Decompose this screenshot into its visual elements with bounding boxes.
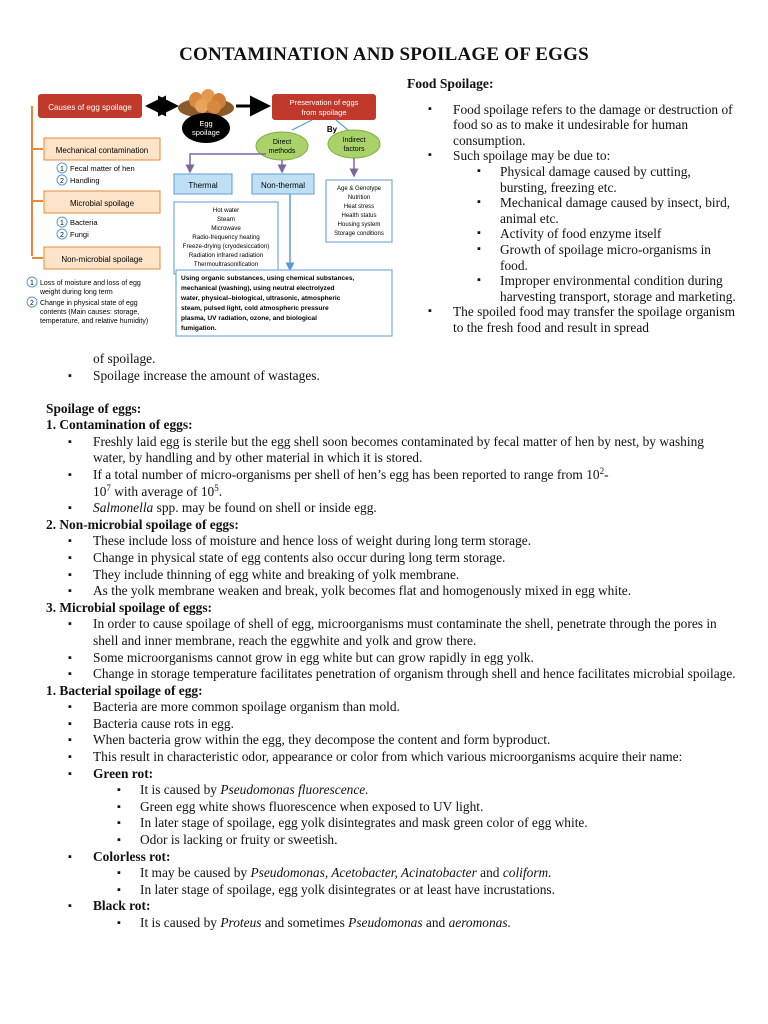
food-spoilage-section	[406, 76, 736, 336]
list-item: ▪ This result in characteristic odor, appearance or color from which various microorganisms acquire their name:	[46, 749, 736, 766]
bacterial-heading: 1. Bacterial spoilage of egg:	[46, 682, 203, 698]
list-item: ▪ Improper environmental condition during harvesting transport, storage and marketing.	[406, 273, 736, 304]
list-item: ▪ Spoilage increase the amount of wastages.	[46, 368, 736, 385]
svg-text:2: 2	[60, 232, 64, 239]
list-item: ▪ In later stage of spoilage, egg yolk disintegrates and mask green color of egg white.	[46, 815, 736, 832]
svg-text:steam, pulsed light, cold atmo: steam, pulsed light, cold atmospheric pressure	[181, 305, 329, 312]
svg-text:Fecal matter of hen: Fecal matter of hen	[70, 164, 135, 173]
list-item: ▪ Growth of spoilage micro-organisms in food.	[406, 242, 736, 273]
svg-text:from spoilage: from spoilage	[301, 108, 347, 117]
svg-text:factors: factors	[343, 146, 365, 153]
list-item: ▪ Bacteria cause rots in egg.	[46, 716, 736, 733]
svg-text:1: 1	[30, 280, 34, 287]
list-item: ▪ Freshly laid egg is sterile but the egg shell soon becomes contaminated by fecal matter of hen by nest, by washing water, by handling and by other material in which it is stored.	[46, 434, 736, 467]
list-item: ▪ Odor is lacking or fruity or sweetish.	[46, 832, 736, 849]
svg-text:2: 2	[30, 300, 34, 307]
svg-text:Radiation infrared radiation: Radiation infrared radiation	[188, 252, 264, 259]
main-text	[46, 368, 736, 932]
list-item: ▪ In later stage of spoilage, egg yolk disintegrates or at least have incrustations.	[46, 882, 736, 899]
svg-text:methods: methods	[268, 148, 296, 155]
svg-text:1: 1	[60, 220, 64, 227]
svg-text:Hot water: Hot water	[212, 207, 240, 214]
list-item: ▪ As the yolk membrane weaken and break, yolk becomes flat and homogenously mixed in egg white.	[46, 583, 736, 600]
page-title: CONTAMINATION AND SPOILAGE OF EGGS	[179, 44, 589, 65]
svg-text:Freeze-drying (cryodesiccation: Freeze-drying (cryodesiccation)	[182, 243, 270, 250]
svg-text:Thermoultrasonification: Thermoultrasonification	[193, 261, 259, 268]
svg-text:Steam: Steam	[217, 216, 235, 223]
list-item: ▪ In order to cause spoilage of shell of egg, microorganisms must contaminate the shell, penetrate through the pores in shell and inner membrane, reach the eggwhite and yolk and grow there.	[46, 616, 736, 649]
list-item: ▪ Activity of food enzyme itself	[406, 226, 736, 242]
list-item: ▪ Some microorganisms cannot grow in egg white but can grow rapidly in egg yolk.	[46, 650, 736, 667]
svg-text:Non-microbial spoilage: Non-microbial spoilage	[61, 255, 143, 264]
svg-text:Thermal: Thermal	[188, 181, 218, 190]
svg-text:Mechanical contamination: Mechanical contamination	[55, 146, 149, 155]
egg-spoilage-diagram	[26, 86, 398, 342]
list-item: ▪ They include thinning of egg white and breaking of yolk membrane.	[46, 567, 736, 584]
list-item: ▪ These include loss of moisture and hence loss of weight during long term storage.	[46, 533, 736, 550]
svg-text:Bacteria: Bacteria	[70, 218, 98, 227]
svg-text:Fungi: Fungi	[70, 230, 89, 239]
list-item: ▪ Such spoilage may be due to: ▪ Physical damage caused by cutting, bursting, freezing etc. ▪ Mechanical damage caused by insect, bird, animal etc. ▪ Activity of food enzyme itself ▪ Growth of spoilage micro-organisms in food. ▪ Improper environmental condition during harvesting transport, storage and marketing.	[406, 148, 736, 304]
svg-text:contents (Main causes: storage: contents (Main causes: storage,	[40, 309, 140, 316]
svg-text:Using organic substances, usin: Using organic substances, using chemical substances,	[181, 275, 355, 282]
svg-text:mechanical (washing), using ne: mechanical (washing), using neutral electrolyzed	[181, 285, 335, 292]
svg-text:Egg: Egg	[199, 119, 213, 128]
svg-text:temperature, and relative humi: temperature, and relative humidity)	[40, 318, 149, 325]
list-item: ▪ When bacteria grow within the egg, they decompose the content and form byproduct.	[46, 732, 736, 749]
svg-text:Direct: Direct	[272, 139, 292, 146]
list-item: ▪ The spoiled food may transfer the spoilage organism to the fresh food and result in spread	[406, 304, 736, 335]
eggs-heading: Spoilage of eggs:	[46, 400, 142, 416]
list-item: ▪ Green rot: ▪ It is caused by Pseudomonas fluorescence. ▪ Green egg white shows fluorescence when exposed to UV light. ▪ In later stage of spoilage, egg yolk disintegrates and mask green color of egg white. ▪ Odor is lacking or fruity or sweetish.	[46, 766, 736, 849]
list-item: ▪ Food spoilage refers to the damage or destruction of food so as to make it undesirable for human consumption.	[406, 102, 736, 149]
svg-text:Microbial spoilage: Microbial spoilage	[69, 199, 135, 208]
svg-text:Housing system: Housing system	[337, 222, 381, 228]
svg-text:Non-thermal: Non-thermal	[260, 181, 306, 190]
list-item: ▪ Salmonella spp. may be found on shell or inside egg.	[46, 500, 736, 517]
causes-label: Causes of egg spoilage	[48, 103, 132, 112]
nonmicrobial-heading: 2. Non-microbial spoilage of eggs:	[46, 516, 239, 532]
svg-text:Preservation of eggs: Preservation of eggs	[289, 98, 359, 107]
svg-text:Handling: Handling	[70, 176, 100, 185]
food-spoilage-heading: Food Spoilage:	[407, 76, 494, 91]
svg-text:Radio-frequency heating: Radio-frequency heating	[192, 234, 260, 241]
list-item: ▪ Physical damage caused by cutting, bursting, freezing etc.	[406, 164, 736, 195]
list-item: ▪ Mechanical damage caused by insect, bird, animal etc.	[406, 195, 736, 226]
svg-text:water, physical–biological, ul: water, physical–biological, ultrasonic, atmospheric	[181, 295, 341, 302]
svg-text:By: By	[326, 125, 338, 134]
svg-text:Change in physical state of eg: Change in physical state of egg	[40, 300, 138, 307]
list-item: ▪ Green egg white shows fluorescence when exposed to UV light.	[46, 799, 736, 816]
svg-text:Age & Genotype: Age & Genotype	[336, 186, 382, 192]
svg-text:Microwave: Microwave	[211, 225, 241, 232]
spoilage-continuation: of spoilage.	[93, 351, 156, 366]
svg-text:fumigation.: fumigation.	[181, 325, 217, 332]
list-item: ▪ Change in physical state of egg contents also occur during long term storage.	[46, 550, 736, 567]
list-item: ▪ Colorless rot: ▪ It may be caused by Pseudomonas, Acetobacter, Acinatobacter and coliform. ▪ In later stage of spoilage, egg yolk disintegrates or at least have incrustations.	[46, 849, 736, 899]
list-item: ▪ If a total number of micro-organisms per shell of hen’s egg has been reported to range from $10^2-$ $10^7$ with average of $10^5$.	[46, 467, 736, 500]
list-item: ▪ It is caused by Pseudomonas fluorescence.	[46, 782, 736, 799]
svg-text:Loss of moisture and loss of e: Loss of moisture and loss of egg	[40, 280, 141, 287]
list-item: ▪ It is caused by Proteus and sometimes Pseudomonas and aeromonas.	[46, 915, 736, 932]
svg-text:Indirect: Indirect	[342, 137, 366, 144]
svg-text:Nutrition: Nutrition	[347, 195, 371, 201]
svg-text:Health status: Health status	[341, 213, 377, 219]
list-item: ▪ Bacteria are more common spoilage organism than mold.	[46, 699, 736, 716]
svg-text:Storage conditions: Storage conditions	[334, 231, 384, 237]
svg-text:plasma, UV radiation, ozone, a: plasma, UV radiation, ozone, and biological	[181, 315, 317, 322]
svg-text:2: 2	[60, 178, 64, 185]
svg-text:1: 1	[60, 166, 64, 173]
svg-text:weight during long term: weight during long term	[40, 289, 113, 296]
svg-text:spoilage: spoilage	[192, 128, 220, 137]
svg-text:Heat stress: Heat stress	[343, 204, 375, 210]
list-item: ▪ Change in storage temperature facilitates penetration of organism through shell and hence facilitates microbial spoilage.	[46, 666, 736, 683]
contamination-heading: 1. Contamination of eggs:	[46, 417, 193, 433]
microbial-heading: 3. Microbial spoilage of eggs:	[46, 599, 213, 615]
list-item: ▪ Black rot: ▪ It is caused by Proteus and sometimes Pseudomonas and aeromonas.	[46, 898, 736, 931]
list-item: ▪ It may be caused by Pseudomonas, Acetobacter, Acinatobacter and coliform.	[46, 865, 736, 882]
